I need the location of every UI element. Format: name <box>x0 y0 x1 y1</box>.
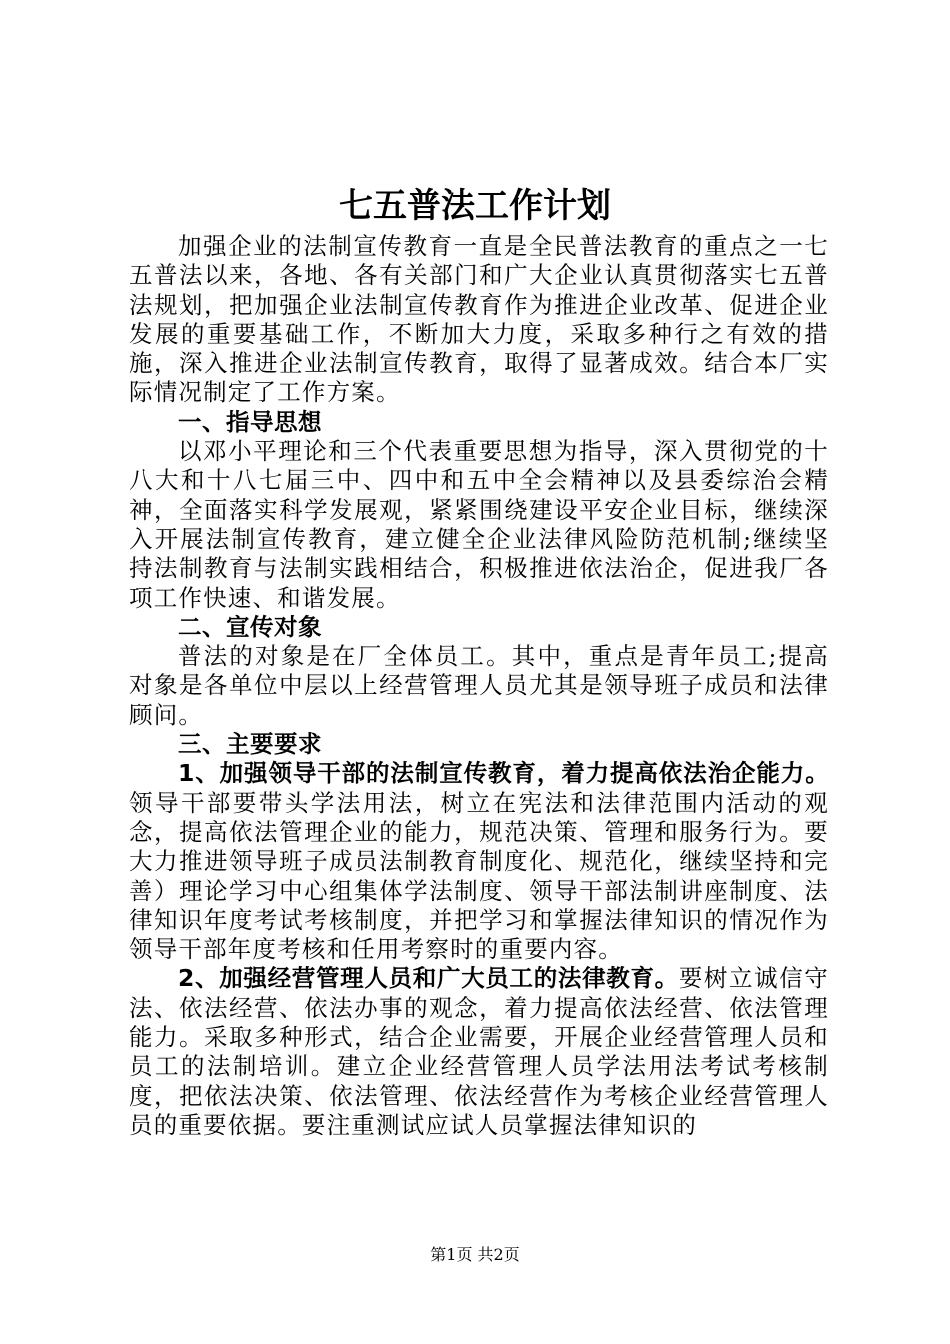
page-title: 七五普法工作计划 <box>339 186 611 226</box>
requirement-item-1-body: 领导干部要带头学法用法，树立在宪法和法律范围内活动的观念，提高依法管理企业的能力，规范决策、管理和服务行为。要大力推进领导班子成员法制教育制度化、规范化，继续坚持和完善）理论学习中心组集体学法制度、领导干部法制讲座制度、法律知识年度考试考核制度，并把学习和掌握法律知识的情况作为领导干部年度考核和任用考察时的重要内容。 <box>129 788 829 964</box>
document-body <box>129 232 829 1140</box>
requirement-item-2 <box>129 964 829 1140</box>
intro-paragraph: 加强企业的法制宣传教育一直是全民普法教育的重点之一七五普法以来，各地、各有关部门和广大企业认真贯彻落实七五普法规划，把加强企业法制宣传教育作为推进企业改革、促进企业发展的重要基础工作，不断加大力度，采取多种行之有效的措施，深入推进企业法制宣传教育，取得了显著成效。结合本厂实际情况制定了工作方案。 <box>129 232 829 407</box>
requirement-item-1-lead: 1、加强领导干部的法制宣传教育，着力提高依法治企能力。 <box>178 759 829 788</box>
section-heading-requirements: 三、主要要求 <box>178 730 322 759</box>
paragraph-audience: 普法的对象是在厂全体员工。其中，重点是青年员工;提高对象是各单位中层以上经营管理人员尤其是领导班子成员和法律顾问。 <box>129 642 829 729</box>
requirement-item-2-body: 要树立诚信守法、依法经营、依法办事的观念，着力提高依法经营、依法管理能力。采取多种形式，结合企业需要，开展企业经营管理人员和员工的法制培训。建立企业经营管理人员学法用法考试考核制度，把依法决策、依法管理、依法经营作为考核企业经营管理人员的重要依据。要注重测试应试人员掌握法律知识的 <box>129 964 829 1139</box>
requirement-item-2-lead: 2、加强经营管理人员和广大员工的法律教育。 <box>178 964 679 993</box>
page-footer: 第1页 共2页 <box>430 1245 520 1264</box>
requirement-item-1 <box>129 759 829 964</box>
section-heading-audience: 二、宣传对象 <box>178 612 322 641</box>
paragraph-guiding-ideology: 以邓小平理论和三个代表重要思想为指导，深入贯彻党的十八大和十八七届三中、四中和五中全会精神以及县委综治会精神，全面落实科学发展观，紧紧围绕建设平安企业目标，继续深入开展法制宣传教育，建立健全企业法律风险防范机制;继续坚持法制教育与法制实践相结合，积极推进依法治企，促进我厂各项工作快速、和谐发展。 <box>129 437 829 612</box>
section-heading-guiding-ideology: 一、指导思想 <box>178 407 322 436</box>
